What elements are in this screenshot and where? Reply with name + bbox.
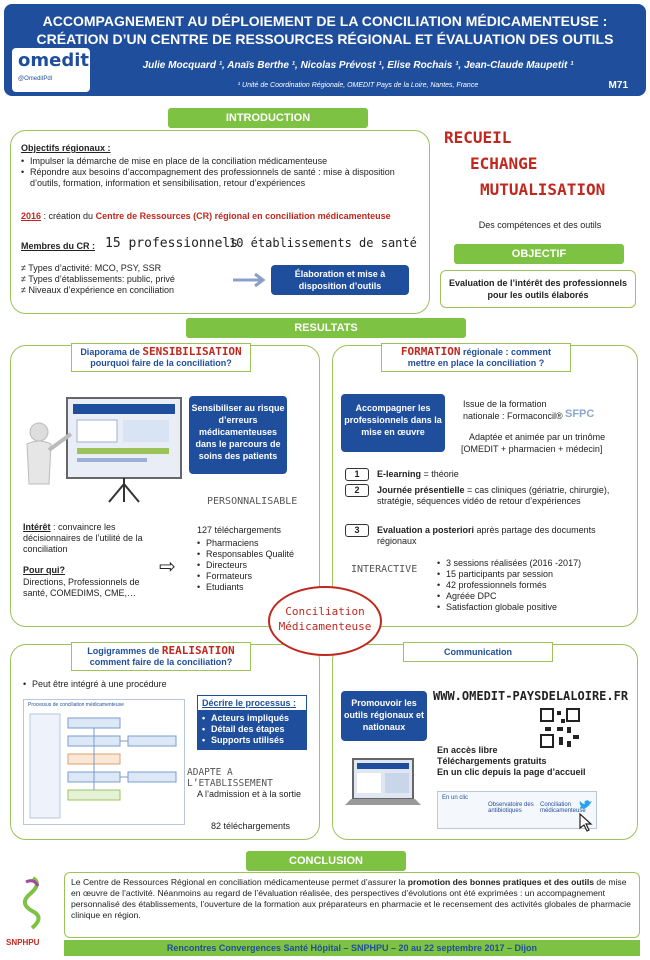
access-line: Téléchargements gratuits <box>437 756 547 766</box>
title-line-2: CRÉATION D’UN CENTRE DE RESSOURCES RÉGIONAL ET ÉVALUATION DES OUTILS <box>36 31 614 47</box>
step-text: après partage des documents régionaux <box>377 525 596 546</box>
step-title: Journée présentielle <box>377 485 465 495</box>
flowchart-graphic <box>24 710 184 822</box>
authors: Julie Mocquard ¹, Anaïs Berthe ¹, Nicolas Prévost ¹, Elise Rochais ¹, Jean-Claude Maupetit ¹ <box>142 60 574 71</box>
who-text: Directions, Professionnels de santé, COMEDIMS, CME,… <box>23 577 140 598</box>
adapted-line <box>469 432 605 442</box>
communication-title: Communication <box>403 642 553 662</box>
type-item: ≠ Types d’activité: MCO, PSY, SSR <box>21 263 162 273</box>
poster-id: M71 <box>608 80 628 91</box>
intro-band: INTRODUCTION <box>168 108 368 128</box>
types-list <box>21 263 175 296</box>
website-card[interactable] <box>437 791 597 829</box>
creation-red: Centre de Ressources (CR) régional en conciliation médicamenteuse <box>95 211 391 221</box>
logo-sub: @OmeditPdl <box>18 76 53 82</box>
step-row <box>345 468 631 484</box>
personalizable-label: PERSONNALISABLE <box>207 496 298 507</box>
step-number: 1 <box>345 468 369 481</box>
conclusion-text-bold: promotion des bonnes pratiques et des outils <box>407 877 594 887</box>
who-label: Pour qui? <box>23 565 65 575</box>
elaboration-box: Élaboration et mise à disposition d’outils <box>271 265 409 295</box>
formation-stats <box>437 558 581 613</box>
conclusion-text-b: de mise en œuvre de l’activité. Néanmoins au regard de l’évaluation réalisée, des perspectives d’évolutions ont été exprimées : un accompagnement personnalisé des établissements, l’ouverture de la formation aux préparateurs en pharmacie et le recensement des activités globales de pharmacie clinique en région. <box>71 877 631 920</box>
interest-block <box>23 522 155 555</box>
stat-item: • Agréée DPC <box>437 591 581 602</box>
stat-item: • 42 professionnels formés <box>437 580 581 591</box>
formation-blue-box: Accompagner les professionnels dans la mise en œuvre <box>341 394 445 452</box>
sensib-blue-box: Sensibiliser au risque d’erreurs médicamenteuses dans le parcours de soins des patients <box>189 396 287 474</box>
access-lines <box>437 745 586 778</box>
logi-title-line2: comment faire de la conciliation? <box>89 657 233 667</box>
step-title: Evaluation a posteriori <box>377 525 475 535</box>
stat-item: • 15 participants par session <box>437 569 581 580</box>
bubble-line-1: Conciliation <box>285 605 365 618</box>
footer-band: Rencontres Convergences Santé Hôpital – SNPHPU – 20 au 22 septembre 2017 – Dijon <box>64 940 640 956</box>
step-title: E-learning <box>377 469 422 479</box>
formation-title-hand: FORMATION <box>400 345 461 358</box>
establishments-count: 10 établissements de santé <box>229 236 417 250</box>
flowchart-thumbnail <box>23 699 185 825</box>
title-line-1: ACCOMPAGNEMENT AU DÉPLOIEMENT DE LA CONCILIATION MÉDICAMENTEUSE : <box>42 13 608 29</box>
audience-item: • Etudiants <box>197 582 294 593</box>
describe-item: • Détail des étapes <box>202 724 302 735</box>
creation-line <box>21 211 421 221</box>
audience-item: • Directeurs <box>197 560 294 571</box>
intro-panel <box>10 130 430 314</box>
step-text: = cas cliniques (gériatrie, chirurgie), stratégie, séquences vidéo de retour d’expériences <box>377 485 610 506</box>
logi-title-prefix: Logigrammes de <box>87 646 162 656</box>
results-band: RESULTATS <box>186 318 466 338</box>
website-url[interactable]: WWW.OMEDIT-PAYSDELALOIRE.FR <box>433 689 629 703</box>
step-number: 3 <box>345 524 369 537</box>
word-echange: ECHANGE <box>470 154 538 173</box>
adapted-text: Adaptée et animée par un trinôme <box>469 432 606 442</box>
formation-title <box>381 343 571 372</box>
competences-subtitle: Des compétences et des outils <box>478 220 602 230</box>
affiliation: ¹ Unité de Coordination Régionale, OMEDIT Pays de la Loire, Nantes, France <box>237 82 479 89</box>
presenter-illustration <box>17 394 189 504</box>
integrate-list <box>23 679 167 690</box>
bubble-line-2: Médicamenteuse <box>278 620 372 633</box>
step-text: = théorie <box>421 469 459 479</box>
describe-box <box>197 695 307 750</box>
pointer-cursor-icon <box>577 813 595 833</box>
step-row <box>345 484 631 524</box>
integrate-item: • Peut être intégré à une procédure <box>23 679 167 690</box>
members-count: 15 professionnels <box>105 236 239 251</box>
conciliation-bubble <box>268 586 382 656</box>
audience-item: • Pharmaciens <box>197 538 294 549</box>
trinome-text: [OMEDIT + pharmacien + médecin] <box>461 444 603 454</box>
objective-item: • Répondre aux besoins d’accompagnement des professionnels de santé : mise à disposition d’outils, formation, information et sensibilisation, retour d’expériences <box>21 167 421 189</box>
formation-panel <box>332 345 638 627</box>
snphpu-logo-icon <box>8 874 58 934</box>
card-label: En un clic <box>442 795 469 801</box>
sensib-downloads: 127 téléchargements <box>197 525 282 535</box>
logi-title-hand: REALISATION <box>161 644 235 657</box>
logigrammes-title <box>71 642 251 671</box>
qr-code-icon <box>539 707 581 749</box>
members-label: Membres du CR : <box>21 241 96 251</box>
type-item: ≠ Niveaux d’expérience en conciliation <box>21 285 175 295</box>
step-row <box>345 524 631 548</box>
conclusion-band: CONCLUSION <box>246 851 406 871</box>
communication-blue-box: Promouvoir les outils régionaux et nationaux <box>341 691 427 741</box>
poster-header <box>4 4 646 96</box>
audience-item: • Responsables Qualité <box>197 549 294 560</box>
sensibilisation-panel <box>10 345 320 627</box>
step-number: 2 <box>345 484 369 497</box>
twitter-icon <box>578 798 594 812</box>
access-line: En accès libre <box>437 745 498 755</box>
formation-title-line2: mettre en place la conciliation ? <box>407 358 545 368</box>
card-observatoire: Observatoire des antibiotiques <box>488 802 534 814</box>
creation-prefix: : création du <box>41 211 96 221</box>
interest-text: : convaincre les décisionnaires de l’utilité de la conciliation <box>23 522 143 554</box>
flow-title: Processus de conciliation médicamenteuse <box>28 702 124 708</box>
objective-item: • Impulser la démarche de mise en place de la conciliation médicamenteuse <box>21 156 421 167</box>
arrow-right-icon <box>233 271 269 289</box>
word-mutualisation: MUTUALISATION <box>480 180 606 199</box>
card-conciliation: Conciliation médicamenteuse <box>540 802 586 814</box>
formation-steps <box>345 468 631 548</box>
describe-title: Décrire le processus : <box>202 698 297 708</box>
right-arrow-outline-icon: ⇨ <box>159 556 176 578</box>
omedit-logo <box>12 48 90 92</box>
sensib-title-prefix: Diaporama de <box>80 347 143 357</box>
sfpc-logo: SFPC <box>565 408 595 420</box>
word-recueil: RECUEIL <box>444 128 512 147</box>
poster-title <box>4 12 646 48</box>
sensibilisation-title <box>71 343 251 372</box>
type-item: ≠ Types d’établissements: public, privé <box>21 274 175 284</box>
objectives-list <box>21 156 421 189</box>
logo-text: omedit <box>18 50 89 71</box>
adapt-label: ADAPTE A L’ETABLISSEMENT <box>187 767 273 789</box>
audience-list <box>197 538 294 593</box>
objectives-title: Objectifs régionaux : <box>21 143 111 153</box>
audience-item: • Formateurs <box>197 571 294 582</box>
stat-item: • Satisfaction globale positive <box>437 602 581 613</box>
objectif-band: OBJECTIF <box>454 244 624 264</box>
access-line: En un clic depuis la page d’accueil <box>437 767 586 777</box>
describe-list <box>198 710 306 749</box>
formation-issue: Issue de la formation nationale : Formaconcil® <box>463 399 563 421</box>
logi-downloads: 82 téléchargements <box>211 821 291 831</box>
interest-label: Intérêt <box>23 522 51 532</box>
sensib-title-hand: SENSIBILISATION <box>142 345 242 358</box>
describe-item: • Supports utilisés <box>202 735 302 746</box>
conclusion-box <box>64 872 640 938</box>
year: 2016 <box>21 211 42 221</box>
admission-text: A l’admission et à la sortie <box>197 789 302 799</box>
conclusion-text-a: Le Centre de Ressources Régional en conciliation médicamenteuse permet d’assurer la <box>71 877 408 887</box>
sensib-title-line2: pourquoi faire de la conciliation? <box>90 358 232 368</box>
communication-panel <box>332 644 638 840</box>
snphpu-label: SNPHPU <box>6 938 40 947</box>
stat-item: • 3 sessions réalisées (2016 -2017) <box>437 558 581 569</box>
objectif-text: Evaluation de l’intérêt des professionnels pour les outils élaborés <box>440 270 636 308</box>
interactive-label: INTERACTIVE <box>351 564 418 575</box>
logigrammes-panel <box>10 644 320 840</box>
laptop-icon <box>345 757 421 817</box>
describe-item: • Acteurs impliqués <box>202 713 302 724</box>
formation-title-rest: régionale : comment <box>460 347 552 357</box>
